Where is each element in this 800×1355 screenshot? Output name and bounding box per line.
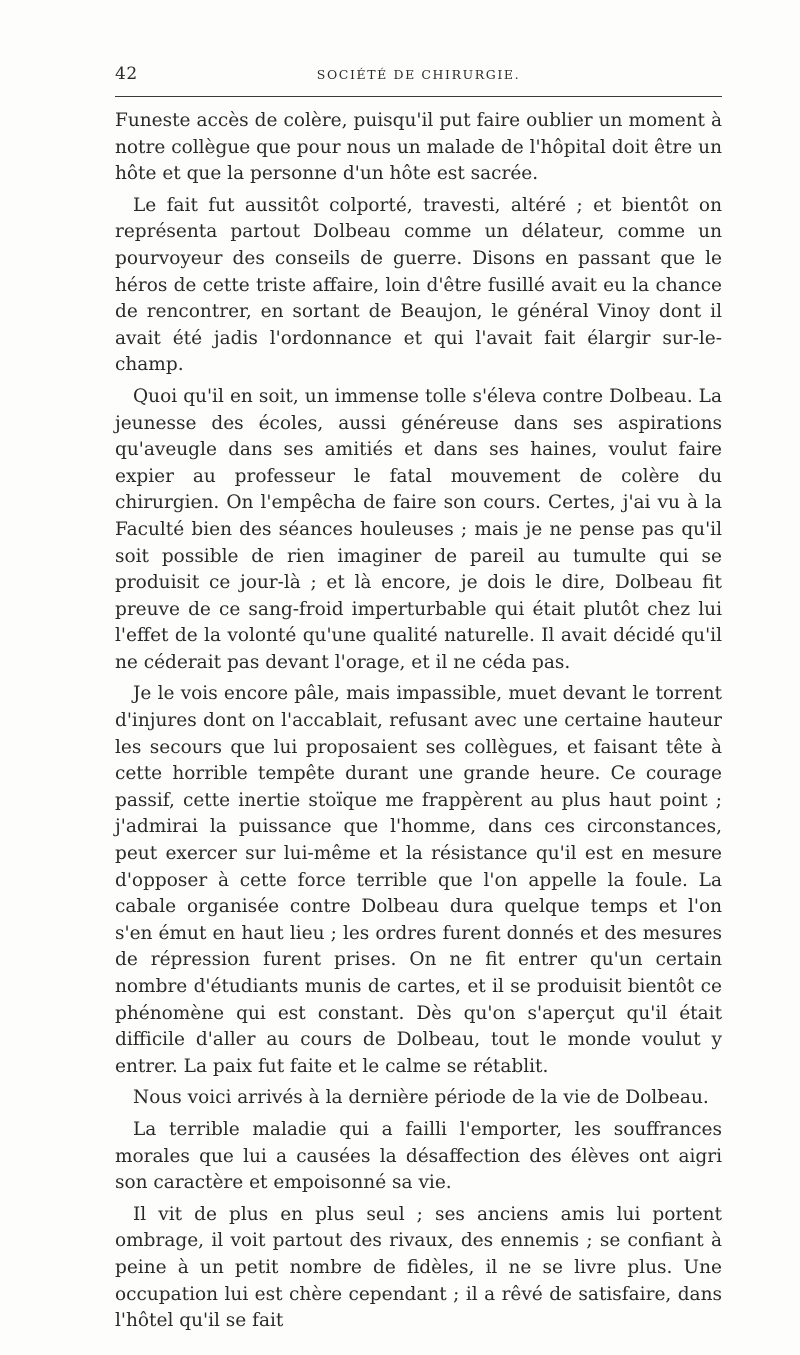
paragraph: Funeste accès de colère, puisqu'il put faire oublier un moment à notre collègue que pour nous un malade de l'hôpital doit être un hôte et que la personne d'un hôte est sacrée. <box>115 110 722 185</box>
paragraph: Nous voici arrivés à la dernière période de la vie de Dolbeau. <box>133 1087 709 1109</box>
paragraph: Le fait fut aussitôt colporté, travesti, altéré ; et bientôt on représenta partout Dolbeau comme un délateur, comme un pourvoyeur des conseils de guerre. Disons en passant que le héros de cette triste affaire, loin d'être fusillé avait eu la chance de rencontrer, en sortant de Beaujon, le général Vinoy dont il avait été jadis l'ordonnance et qui l'avait fait élargir sur-le-champ. <box>115 194 722 376</box>
paragraph: Quoi qu'il en soit, un immense tolle s'éleva contre Dolbeau. La jeunesse des écoles, aussi généreuse dans ses aspirations qu'aveugle dans ses amitiés et dans ses haines, voulut faire expier au professeur le fatal mouvement de colère du chirurgien. On l'empêcha de faire son cours. Certes, j'ai vu à la Faculté bien des séances houleuses ; mais je ne pense pas qu'il soit possible de rien imaginer de pareil au tumulte qui se produisit ce jour-là ; et là encore, je dois le dire, Dolbeau fit preuve de ce sang-froid imperturbable qui était plutôt chez lui l'effet de la volonté qu'une qualité naturelle. Il avait décidé qu'il ne céderait pas devant l'orage, et il ne céda pas. <box>115 385 722 673</box>
page-number: 42 <box>115 64 138 84</box>
header-rule <box>115 96 722 97</box>
paragraph: Il vit de plus en plus seul ; ses anciens amis lui portent ombrage, il voit partout des rivaux, des ennemis ; se confiant à peine à un petit nombre de fidèles, il ne se livre plus. Une occupation lui est chère cependant ; il a rêvé de satisfaire, dans l'hôtel qu'il se fait <box>115 1203 722 1332</box>
page-header <box>115 58 722 86</box>
paragraph: La terrible maladie qui a failli l'emporter, les souffrances morales que lui a causées la désaffection des élèves ont aigri son caractère et empoisonné sa vie. <box>115 1118 722 1194</box>
body-text <box>115 108 722 1340</box>
running-title: SOCIÉTÉ DE CHIRURGIE. <box>316 67 521 82</box>
paragraph: Je le vois encore pâle, mais impassible, muet devant le torrent d'injures dont on l'accablait, refusant avec une certaine hauteur les secours que lui proposaient ses collègues, et faisant tête à cette horrible tempête durant une grande heure. Ce courage passif, cette inertie stoïque me frappèrent au plus haut point ; j'admirai la puissance que l'homme, dans ces circonstances, peut exercer sur lui-même et la résistance qu'il est en mesure d'opposer à cette force terrible que l'on appelle la foule. La cabale organisée contre Dolbeau dura quelque temps et l'on s'en émut en haut lieu ; les ordres furent donnés et des mesures de répression furent prises. On ne fit entrer qu'un certain nombre d'étudiants munis de cartes, et il se produisit bientôt ce phénomène qui est constant. Dès qu'on s'aperçut qu'il était difficile d'aller au cours de Dolbeau, tout le monde voulut y entrer. La paix fut faite et le calme se rétablit. <box>115 683 722 1077</box>
